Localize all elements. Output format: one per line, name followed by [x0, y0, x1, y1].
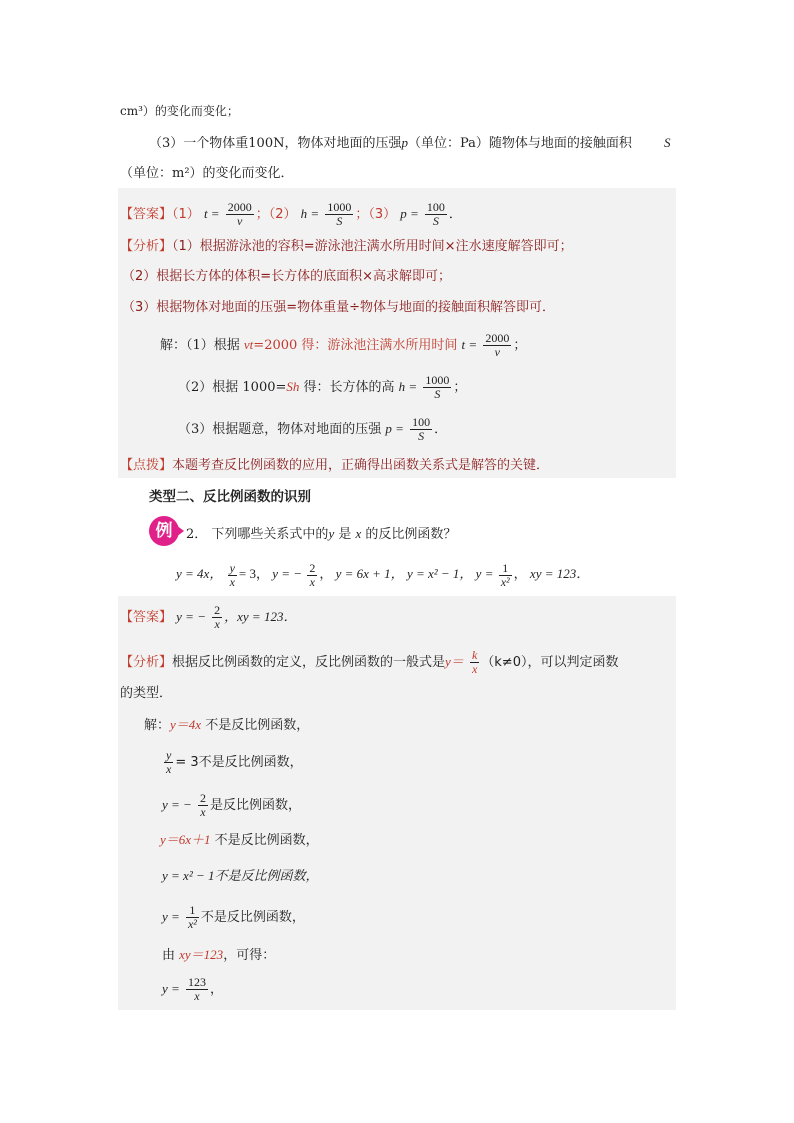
- fraction: $\frac{1000}{S}$: [327, 200, 352, 228]
- ex1-solution-3: （3）根据题意，物体对地面的压强 p = $\frac{100}{S}$ ．: [178, 415, 448, 443]
- fraction: $\frac{1}{\text{x²}}$: [500, 560, 510, 589]
- example-badge: 例: [149, 516, 179, 546]
- fraction: $\frac{100}{S}$: [426, 200, 445, 228]
- fraction: $\frac{2000}{v}$: [227, 200, 252, 228]
- ex2-answer: 【答案】 y = − $\frac{2}{x}$ ，xy = 123．: [120, 603, 297, 631]
- ex2-solution-7: 由 xy＝123，可得：: [162, 947, 276, 963]
- ex1-answer: 【答案】（1） t = $\frac{2000}{v}$ ；（2） h = $\frac{1000}{S}$ ；（3） p = $\frac{100}{S}$ ．: [120, 200, 462, 228]
- ex1-analysis-3: （3）根据物体对地面的压强=物体重量÷物体与地面的接触面积解答即可．: [122, 300, 556, 315]
- fraction: $\frac{y}{x}$: [229, 560, 235, 589]
- fraction: $\frac{123}{x}$: [187, 975, 206, 1003]
- section-title: 类型二、反比例函数的识别: [149, 489, 311, 505]
- ex1-analysis-2: （2）根据长方体的体积=长方体的底面积×高求解即可；: [122, 269, 452, 284]
- ex1-solution-2: （2）根据 1000=Sh 得：长方体的高 h = $\frac{1000}{S}$ ；: [178, 373, 467, 401]
- ex2-solution-2: $\frac{y}{x}$ = 3不是反比例函数，: [166, 748, 303, 776]
- fraction: $\frac{2000}{v}$: [485, 331, 510, 359]
- fraction: $\frac{k}{x}$: [471, 648, 478, 676]
- ex2-solution-8: y = $\frac{123}{x}$ ，: [162, 975, 223, 1003]
- fraction: $\frac{2}{x}$: [214, 603, 221, 631]
- ex2-solution-3: y = − $\frac{2}{x}$ 是反比例函数，: [162, 791, 301, 819]
- ex1-tip: 【点拨】本题考查反比例函数的应用，正确得出函数关系式是解答的关键．: [120, 458, 550, 473]
- ex2-solution-4: y＝6x＋1 不是反比例函数，: [160, 832, 319, 848]
- fraction: $\frac{1}{\text{x²}}$: [187, 903, 197, 931]
- ex1-solution-1: 解：（1）根据 vt=2000 得：游泳池注满水所用时间 t = $\frac{2000}{v}$ ；: [160, 331, 527, 359]
- item-3-S: S: [664, 135, 671, 150]
- ex2-solution-6: y = $\frac{1}{\text{x²}}$ 不是反比例函数，: [162, 903, 305, 931]
- fraction: $\frac{y}{x}$: [166, 748, 172, 776]
- continuation-line: cm³）的变化而变化；: [120, 104, 239, 118]
- fraction: $\frac{1000}{S}$: [425, 373, 450, 401]
- item-3-line-2: （单位：m²）的变化而变化．: [120, 166, 294, 181]
- ex2-expressions: y = 4x， $\frac{y}{x}$ = 3， y = − $\frac{2}{x}$ ， y = 6x + 1， y = x² − 1， y = $\frac{1}{\text{x²}}$ ， xy = 123．: [176, 560, 590, 589]
- ex2-analysis-2: 的类型．: [120, 686, 173, 701]
- ex2-solution-1: 解：y＝4x 不是反比例函数，: [144, 717, 310, 733]
- ex1-analysis-1: 【分析】（1）根据游泳池的容积=游泳池注满水所用时间×注水速度解答即可；: [120, 239, 573, 254]
- ex2-question: 2． 下列哪些关系式中的y 是 x 的反比例函数？: [186, 526, 457, 542]
- ex2-analysis: 【分析】根据反比例函数的定义，反比例函数的一般式是y＝ $\frac{k}{x}$ （k≠0），可以判定函数: [120, 648, 619, 676]
- fraction: $\frac{2}{x}$: [199, 791, 206, 819]
- fraction: $\frac{2}{x}$: [309, 560, 316, 589]
- ex2-solution-5: y = x² − 1不是反比例函数，: [162, 868, 319, 883]
- fraction: $\frac{100}{S}$: [412, 415, 431, 443]
- item-3-line: （3）一个物体重100N，物体对地面的压强p（单位：Pa）随物体与地面的接触面积: [149, 135, 632, 151]
